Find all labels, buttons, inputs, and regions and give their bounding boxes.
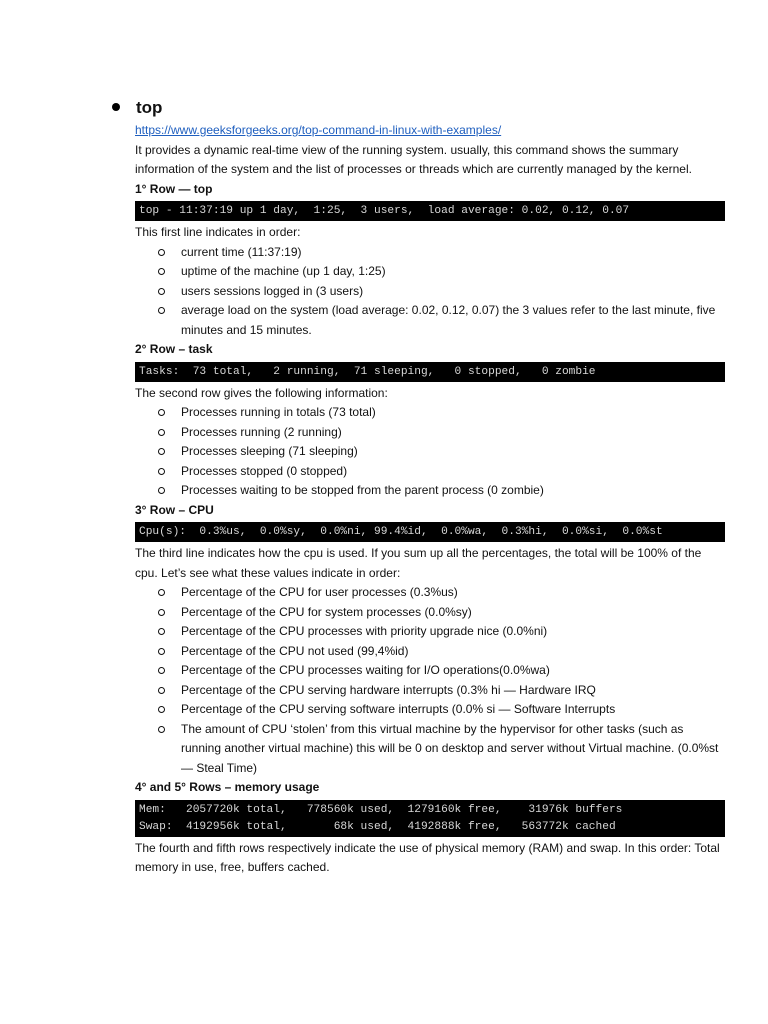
list-item-text: uptime of the machine (up 1 day, 1:25)	[181, 264, 386, 278]
list-item-text: Percentage of the CPU for system processes (0.0%sy)	[181, 604, 472, 619]
list-item-text: Processes running (2 running)	[181, 424, 342, 439]
list-item-text: Percentage of the CPU for user processes (0.3%us)	[181, 585, 458, 599]
list-item	[135, 243, 725, 263]
list-item	[135, 481, 725, 501]
list-item	[135, 661, 725, 681]
list-item	[135, 423, 725, 443]
circle-bullet-icon	[158, 628, 165, 635]
circle-bullet-icon	[158, 706, 165, 713]
circle-bullet-icon	[158, 726, 165, 733]
row2-list	[135, 403, 725, 501]
terminal-row2: Tasks: 73 total, 2 running, 71 sleeping, 0 stopped, 0 zombie	[135, 362, 725, 382]
circle-bullet-icon	[158, 648, 165, 655]
list-item	[135, 603, 725, 623]
list-item	[135, 262, 725, 282]
circle-bullet-icon	[158, 448, 165, 455]
list-item-text: The amount of CPU ‘stolen’ from this virtual machine by the hypervisor for other tasks (such as running another virtual machine) this will be 0 on desktop and server without Virtual machine. (0.0%st — Steal Time)	[181, 721, 719, 775]
circle-bullet-icon	[158, 429, 165, 436]
list-item-text: Percentage of the CPU serving software interrupts (0.0% si — Software Interrupts	[181, 702, 616, 716]
row2-title: 2° Row – task	[135, 342, 213, 356]
terminal-row4-mem: Mem: 2057720k total, 778560k used, 1279160k free, 31976k buffers	[135, 800, 725, 820]
circle-bullet-icon	[158, 609, 165, 616]
list-item-text: Processes running in totals (73 total)	[181, 405, 376, 419]
bullet-icon	[112, 103, 120, 111]
list-item	[135, 583, 725, 603]
row3-description: The third line indicates how the cpu is used. If you sum up all the percentages, the total will be 100% of the cpu. Let’s see what these values indicate in order:	[135, 546, 702, 580]
terminal-row3: Cpu(s): 0.3%us, 0.0%sy, 0.0%ni, 99.4%id, 0.0%wa, 0.3%hi, 0.0%si, 0.0%st	[135, 522, 725, 542]
row45-title: 4° and 5° Rows – memory usage	[135, 780, 320, 794]
circle-bullet-icon	[158, 268, 165, 275]
list-item-text: Percentage of the CPU not used (99,4%id)	[181, 643, 409, 658]
list-item	[135, 442, 725, 462]
terminal-row1: top - 11:37:19 up 1 day, 1:25, 3 users, load average: 0.02, 0.12, 0.07	[135, 201, 725, 221]
list-item	[135, 282, 725, 302]
row3-list	[135, 583, 725, 778]
reference-link[interactable]: https://www.geeksforgeeks.org/top-command-in-linux-with-examples/	[135, 123, 502, 137]
content-body	[135, 121, 725, 878]
row1-title: 1° Row — top	[135, 181, 213, 196]
list-item	[135, 301, 725, 340]
list-item	[135, 462, 725, 482]
circle-bullet-icon	[158, 409, 165, 416]
list-item-text: Processes sleeping (71 sleeping)	[181, 444, 358, 458]
row45-description: The fourth and fifth rows respectively indicate the use of physical memory (RAM) and swap. In this order: Total memory in use, free, buffers cached.	[135, 840, 720, 874]
circle-bullet-icon	[158, 468, 165, 475]
list-item	[135, 700, 725, 720]
circle-bullet-icon	[158, 249, 165, 256]
list-item-text: Percentage of the CPU serving hardware interrupts (0.3% hi — Hardware IRQ	[181, 682, 596, 697]
row2-description: The second row gives the following information:	[135, 385, 388, 400]
circle-bullet-icon	[158, 589, 165, 596]
list-item	[135, 720, 725, 779]
circle-bullet-icon	[158, 307, 165, 314]
list-item-text: Percentage of the CPU processes with priority upgrade nice (0.0%ni)	[181, 624, 548, 638]
list-item	[135, 403, 725, 423]
circle-bullet-icon	[158, 487, 165, 494]
section-heading: top	[136, 98, 163, 117]
list-item	[135, 681, 725, 701]
list-item-text: users sessions logged in (3 users)	[181, 283, 364, 298]
circle-bullet-icon	[158, 288, 165, 295]
row1-list	[135, 243, 725, 341]
list-item-text: Processes stopped (0 stopped)	[181, 463, 348, 478]
terminal-row5-swap: Swap: 4192956k total, 68k used, 4192888k free, 563772k cached	[135, 817, 725, 837]
circle-bullet-icon	[158, 667, 165, 674]
row1-description: This first line indicates in order:	[135, 225, 301, 239]
list-item	[135, 642, 725, 662]
intro-paragraph: It provides a dynamic real-time view of the running system. usually, this command shows the summary information of the system and the list of processes or threads which are currently managed by the kernel.	[135, 142, 692, 176]
list-item-text: Percentage of the CPU processes waiting for I/O operations(0.0%wa)	[181, 663, 550, 677]
list-item	[135, 622, 725, 642]
row3-title: 3° Row – CPU	[135, 502, 214, 517]
list-item-text: Processes waiting to be stopped from the parent process (0 zombie)	[181, 483, 544, 497]
circle-bullet-icon	[158, 687, 165, 694]
list-item-text: average load on the system (load average: 0.02, 0.12, 0.07) the 3 values refer to the last minute, five minutes and 15 minutes.	[181, 303, 716, 337]
list-item-text: current time (11:37:19)	[181, 244, 302, 259]
